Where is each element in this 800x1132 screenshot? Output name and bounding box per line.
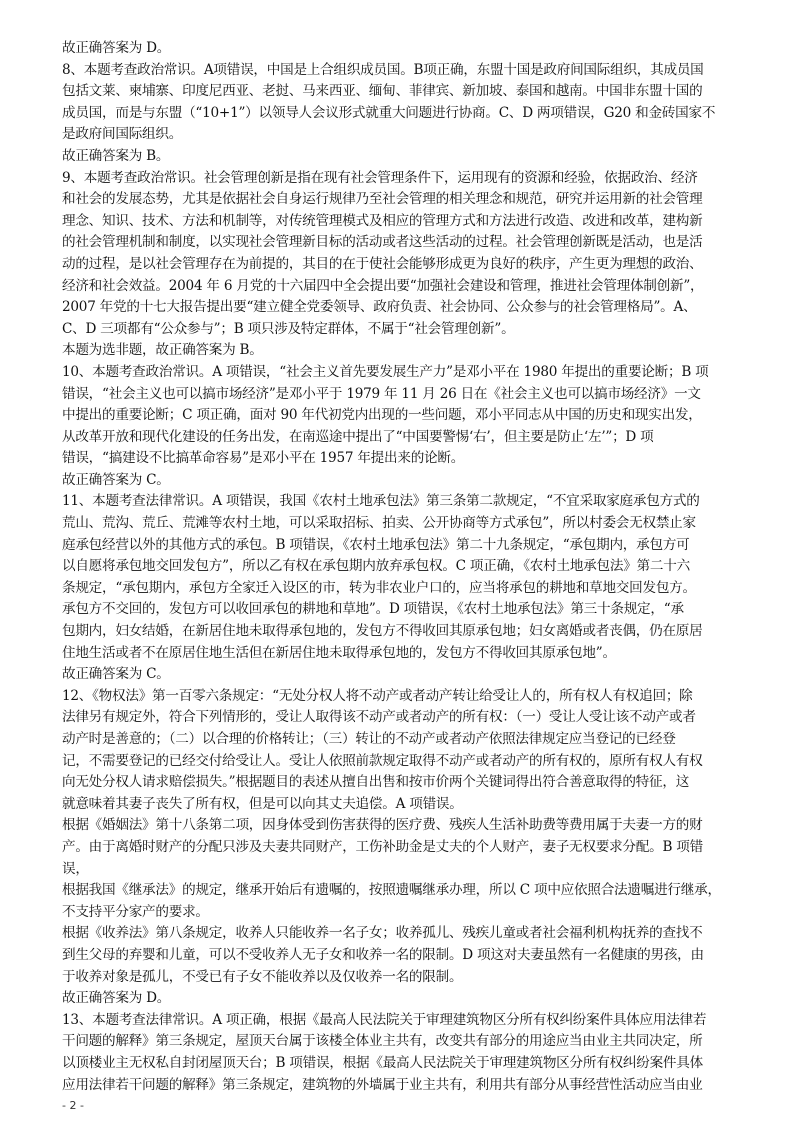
- text-line: 是政府间国际组织。: [62, 126, 183, 143]
- text-line: 动的过程，是以社会管理存在为前提的，其目的在于使社会能够形成更为良好的秩序，产生更为理想的政治、: [62, 255, 703, 272]
- text-line: 故正确答案为 C。: [62, 666, 170, 683]
- document-body: [62, 38, 740, 1096]
- text-line: 不支持平分家产的要求。: [62, 903, 209, 920]
- text-line: 应用法律若干问题的解释》第三条规定，建筑物的外墙属于业主共有，利用共有部分从事经营性活动应当由业: [62, 1076, 703, 1093]
- text-line: 就意味着其妻子丧失了所有权，但是可以向其丈夫追偿。A 项错误。: [62, 795, 463, 812]
- text-line: 法律另有规定外，符合下列情形的，受让人取得该不动产或者动产的所有权：（一）受让人受让该不动产或者: [62, 709, 696, 726]
- text-line: 理念、知识、技术、方法和机制等，对传统管理模式及相应的管理方式和方法进行改造、改进和改革，建构新: [62, 212, 703, 229]
- text-line: 根据《婚姻法》第十八条第二项，因身体受到伤害获得的医疗费、残疾人生活补助费等费用属于夫妻一方的财: [62, 817, 703, 834]
- text-line: 故正确答案为 B。: [62, 147, 170, 164]
- text-line: 错误，“社会主义也可以搞市场经济”是邓小平于 1979 年 11 月 26 日在《社会主义也可以搞市场经济》一文: [62, 385, 701, 402]
- text-line: 根据《收养法》第八条规定，收养人只能收养一名子女；收养孤儿、残疾儿童或者社会福利机构抚养的查找不: [62, 925, 703, 942]
- text-line: 故正确答案为 C。: [62, 471, 170, 488]
- text-line: 产。由于离婚时财产的分配只涉及夫妻共同财产，工伤补助金是丈夫的个人财产，妻子无权要求分配。B 项错: [62, 838, 703, 855]
- text-line: 经济和社会效益。2004 年 6 月党的十六届四中全会提出要“加强社会建设和管理，推进社会管理体制创新”，: [62, 277, 704, 294]
- text-line: 成员国，而是与东盟（“10+1”）以领导人会议形式就重大问题进行协商。C、D 两项错误，G20 和金砖国家不: [62, 104, 716, 121]
- text-line: 以顶楼业主无权私自封闭屋顶天台；B 项错误，根据《最高人民法院关于审理建筑物区分所有权纠纷案件具体: [62, 1054, 703, 1071]
- text-line: 住地生活或者不在原居住地生活但在新居住地未取得承包地的，发包方不得收回其原承包地”。: [62, 644, 616, 661]
- text-line: 本题为选非题，故正确答案为 B。: [62, 342, 263, 359]
- text-line: 中提出的重要论断；C 项正确，面对 90 年代初党内出现的一些问题，邓小平同志从中国的历史和现实出发，: [62, 407, 702, 424]
- text-line: 到生父母的弃婴和儿童，可以不受收养人无子女和收养一名的限制。D 项这对夫妻虽然有一名健康的男孩，由: [62, 946, 704, 963]
- text-line: 故正确答案为 D。: [62, 40, 171, 56]
- text-line: 向无处分权人请求赔偿损失。”根据题目的表述从擅自出售和按市价两个关键词得出符合善意取得的特征，这: [62, 774, 690, 791]
- text-line: 误，: [62, 860, 89, 877]
- text-line: 记，不需要登记的已经交付给受让人。受让人依照前款规定取得不动产或者动产的所有权的，原所有权人有权: [62, 752, 703, 769]
- text-line: 故正确答案为 D。: [62, 990, 171, 1007]
- text-line: 条规定，“承包期内，承包方全家迁入设区的市，转为非农业户口的，应当将承包的耕地和草地交回发包方。: [62, 579, 696, 596]
- text-line: 和社会的发展态势，尤其是依据社会自身运行规律乃至社会管理的相关理念和规范，研究并运用新的社会管理: [62, 191, 703, 208]
- text-line: 荒山、荒沟、荒丘、荒滩等农村土地，可以采取招标、拍卖、公开协商等方式承包”，所以村委会无权禁止家: [62, 515, 696, 532]
- text-line: 错误，“搞建设不比搞革命容易”是邓小平在 1957 年提出来的论断。: [62, 450, 465, 467]
- text-line: 13、本题考查法律常识。A 项正确，根据《最高人民法院关于审理建筑物区分所有权纠纷案件具体应用法律若: [62, 1011, 707, 1028]
- text-line: 干问题的解释》第三条规定，屋顶天台属于该楼全体业主共有，改变共有部分的用途应当由业主共同决定，所: [62, 1033, 703, 1050]
- text-line: 2007 年党的十七大报告提出要“建立健全党委领导、政府负责、社会协同、公众参与的社会管理格局”。A、: [62, 299, 697, 316]
- text-line: 12、《物权法》第一百零六条规定：“无处分权人将不动产或者动产转让给受让人的，所有权人有权追回；除: [62, 687, 693, 704]
- text-line: 10、本题考查政治常识。A 项错误，“社会主义首先要发展生产力”是邓小平在 1980 年提出的重要论断；B 项: [62, 363, 709, 380]
- text-line: 于收养对象是孤儿，不受已有子女不能收养以及仅收养一名的限制。: [62, 968, 463, 985]
- text-line: 根据我国《继承法》的规定，继承开始后有遗嘱的，按照遗嘱继承办理，所以 C 项中应依照合法遗嘱进行继承，: [62, 882, 721, 899]
- text-line: 包括文莱、柬埔寨、印度尼西亚、老挝、马来西亚、缅甸、菲律宾、新加坡、泰国和越南。中国非东盟十国的: [62, 83, 703, 100]
- text-line: 11、本题考查法律常识。A 项错误，我国《农村土地承包法》第三条第二款规定，“不宜采取家庭承包方式的: [62, 493, 700, 510]
- text-line: 从改革开放和现代化建设的任务出发，在南巡途中提出了“中国要警惕‘右’，但主要是防止‘左’”；D 项: [62, 428, 654, 445]
- text-line: 承包方不交回的，发包方可以收回承包的耕地和草地”。D 项错误，《农村土地承包法》第三十条规定，“承: [62, 601, 684, 618]
- text-line: 9、本题考查政治常识。社会管理创新是指在现有社会管理条件下，运用现有的资源和经验，依据政治、经济: [62, 169, 698, 186]
- page-number: - 2 -: [62, 1099, 84, 1112]
- text-line: 包期内，妇女结婚，在新居住地未取得承包地的，发包方不得收回其原承包地；妇女离婚或者丧偶，仍在原居: [62, 623, 703, 640]
- text-line: 庭承包经营以外的其他方式的承包。B 项错误，《农村土地承包法》第二十九条规定，“承包期内，承包方可: [62, 536, 690, 553]
- text-line: C、D 三项都有“公众参与”；B 项只涉及特定群体，不属于“社会管理创新”。: [62, 320, 515, 337]
- text-line: 以自愿将承包地交回发包方”，所以乙有权在承包期内放弃承包权。C 项正确，《农村土地承包法》第二十六: [62, 558, 690, 575]
- text-line: 8、本题考查政治常识。A项错误，中国是上合组织成员国。B项正确，东盟十国是政府间国际组织，其成员国: [62, 61, 704, 78]
- text-line: 动产时是善意的；（二）以合理的价格转让；（三）转让的不动产或者动产依照法律规定应当登记的已经登: [62, 731, 676, 747]
- text-line: 的社会管理机制和制度，以实现社会管理新目标的活动或者这些活动的过程。社会管理创新既是活动，也是活: [62, 234, 703, 251]
